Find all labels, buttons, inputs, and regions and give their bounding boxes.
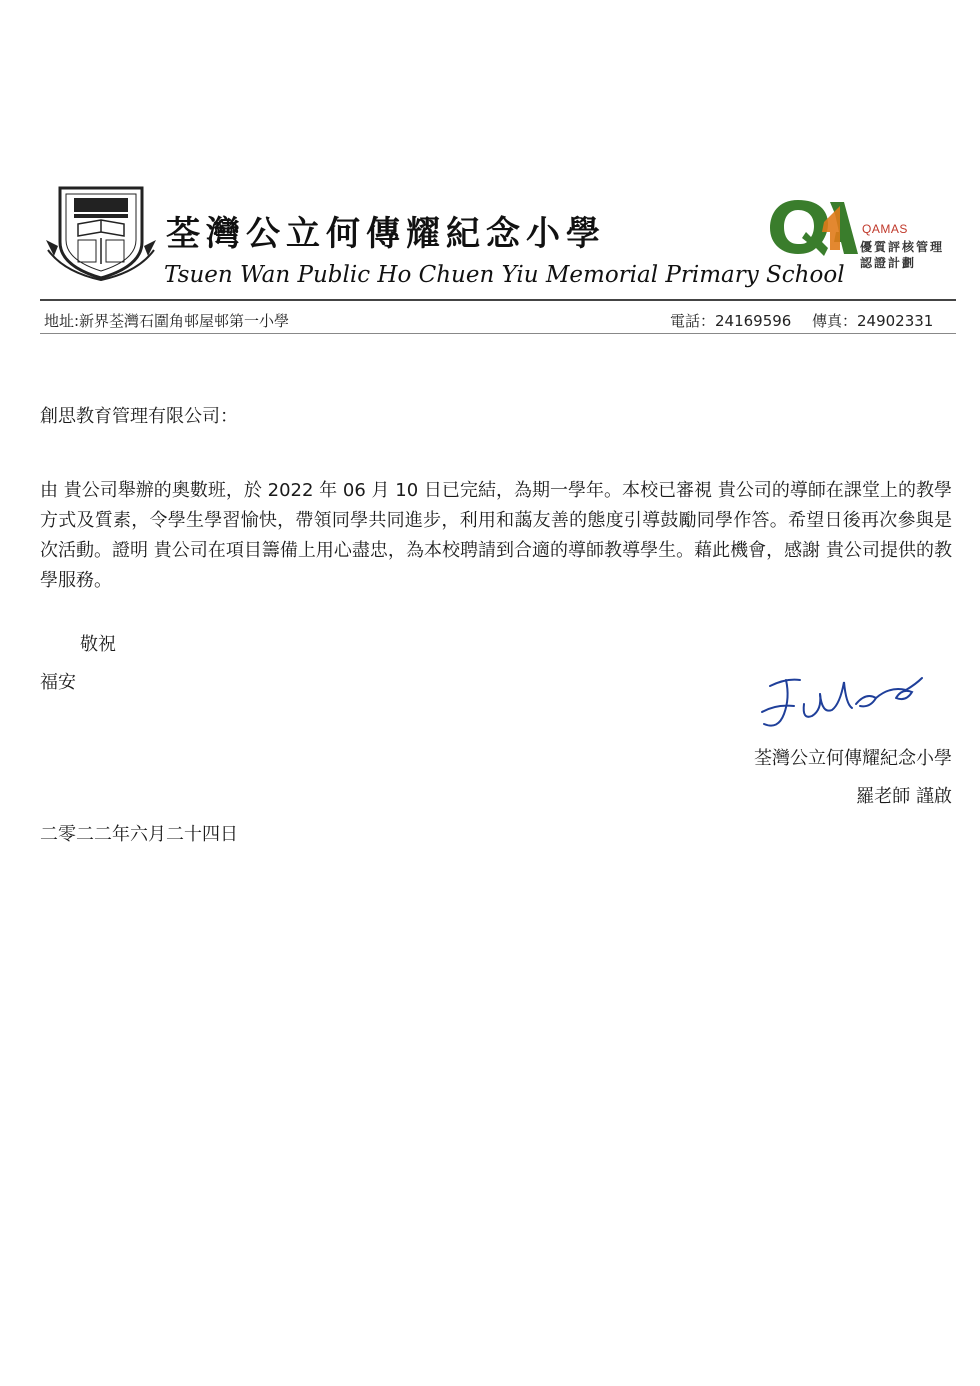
school-fax: 傳真：24902331 xyxy=(812,312,934,330)
qamas-subtitle-line-2: 認證計劃 xyxy=(860,256,917,270)
letter-closing-greeting: 敬祝 xyxy=(80,634,116,655)
qa-logo-icon xyxy=(764,192,860,258)
signer-name: 羅老師 謹啟 xyxy=(856,786,952,807)
letterhead xyxy=(0,0,980,340)
signer-school: 荃灣公立何傳耀紀念小學 xyxy=(754,748,952,769)
school-phone: 電話：24169596 xyxy=(670,312,792,330)
qamas-title: QAMAS xyxy=(862,222,908,236)
school-name-english: Tsuen Wan Public Ho Chuen Yiu Memorial Primary School xyxy=(164,262,845,288)
letter-body: 由 貴公司舉辦的奧數班，於 2022 年 06 月 10 日已完結，為期一學年。本校已審視 貴公司的導師在課堂上的教學方式及質素，令學生學習愉快，帶領同學共同進步，利用和藹友善的態度引導鼓勵同學作答。希望日後再次參與是次活動。證明 貴公司在項目籌備上用心盡忠，為本校聘請到合適的導師教導學生。藉此機會，感謝 貴公司提供的教學服務。 xyxy=(40,480,952,591)
qamas-subtitle-line-1: 優質評核管理 xyxy=(860,240,945,254)
school-address: 地址:新界荃灣石圍角邨屋邨第一小學 xyxy=(44,312,290,330)
school-name-chinese: 荃灣公立何傳耀紀念小學 xyxy=(166,214,606,254)
contact-bar xyxy=(40,304,956,332)
letter-recipient: 創思教育管理有限公司： xyxy=(40,406,238,427)
school-crest-icon xyxy=(44,180,158,286)
letterhead-bottom-rule xyxy=(40,333,956,334)
letterhead-top-rule xyxy=(40,299,956,301)
letter-date: 二零二二年六月二十四日 xyxy=(40,824,238,845)
signature-icon xyxy=(756,664,928,744)
letter-closing-wish: 福安 xyxy=(40,672,76,693)
